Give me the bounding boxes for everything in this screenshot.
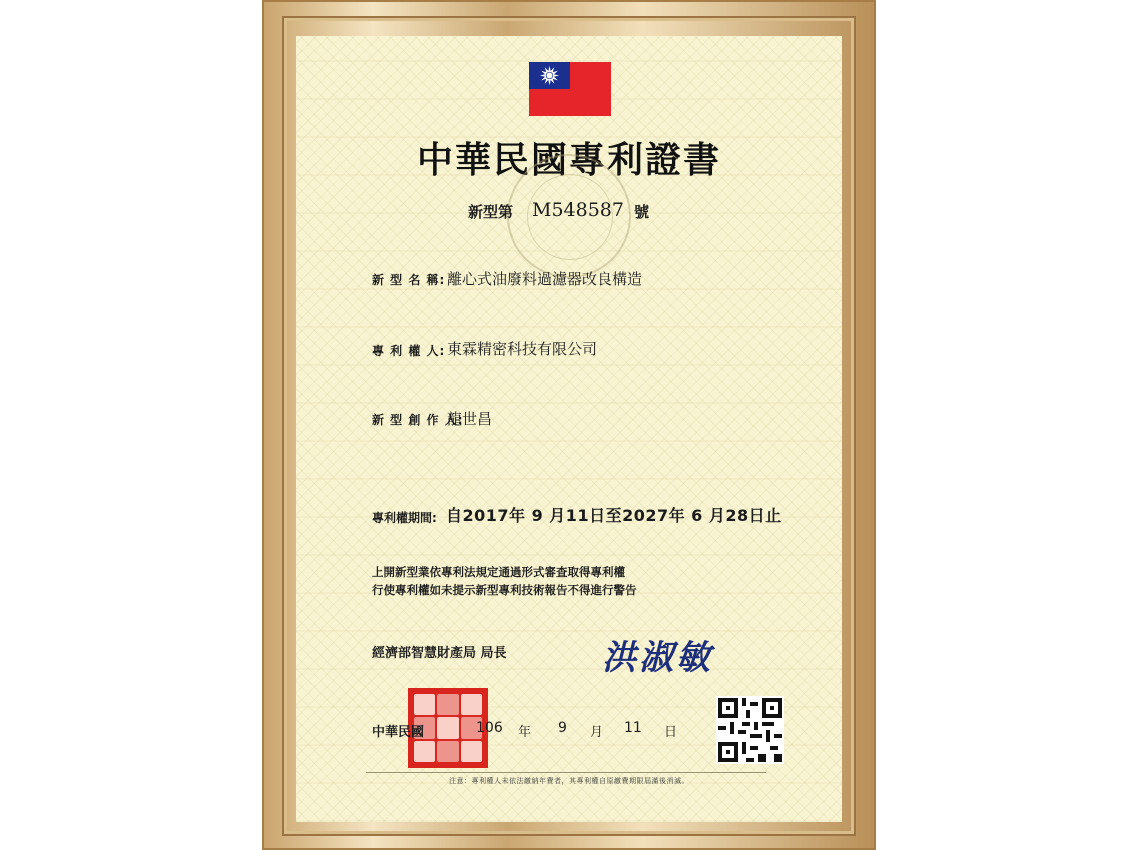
footer-note: 注意：專利權人未依法繳納年費者，其專利權自原繳費期限屆滿後消滅。 (449, 777, 689, 785)
director-signature: 洪淑敏 (602, 638, 713, 678)
footer-divider (366, 772, 766, 773)
notice-line-2: 行使專利權如未提示新型專利技術報告不得進行警告 (372, 583, 637, 597)
notice-line-1: 上開新型業依專利法規定通過形式審查取得專利權 (372, 565, 625, 579)
patent-number-suffix: 號 (634, 203, 650, 221)
issue-date-month: 9 (558, 720, 567, 736)
issue-date-year-label: 年 (518, 725, 532, 740)
patentee-value: 東霖精密科技有限公司 (447, 340, 598, 358)
certificate-title: 中華民國專利證書 (416, 139, 721, 181)
utility-model-name-value: 離心式油廢料過濾器改良構造 (447, 270, 643, 288)
roc-flag-icon (529, 62, 611, 116)
creator-value: 龍世昌 (447, 410, 493, 428)
patent-number-prefix: 新型第 (468, 203, 514, 221)
patent-term-value: 自2017年 9 月11日至2027年 6 月28日止 (446, 506, 782, 525)
certificate-paper (296, 36, 842, 822)
issuer-title: 經濟部智慧財產局 局長 (372, 646, 507, 661)
issue-date-month-label: 月 (590, 725, 604, 740)
issue-date-day-label: 日 (664, 725, 678, 740)
patent-number: M548587 (532, 199, 624, 221)
patent-term-label: 專利權期間: (372, 511, 437, 525)
flag-canton (529, 62, 570, 89)
issue-date-era: 中華民國 (372, 725, 425, 740)
issue-date-year: 106 (476, 720, 503, 736)
creator-label: 新 型 創 作 人: (372, 413, 464, 427)
white-sun-icon (539, 65, 560, 86)
utility-model-name-label: 新 型 名 稱: (372, 273, 446, 287)
patentee-label: 專 利 權 人: (372, 344, 446, 358)
qr-code-icon (716, 696, 784, 764)
issue-date-day: 11 (624, 720, 642, 736)
